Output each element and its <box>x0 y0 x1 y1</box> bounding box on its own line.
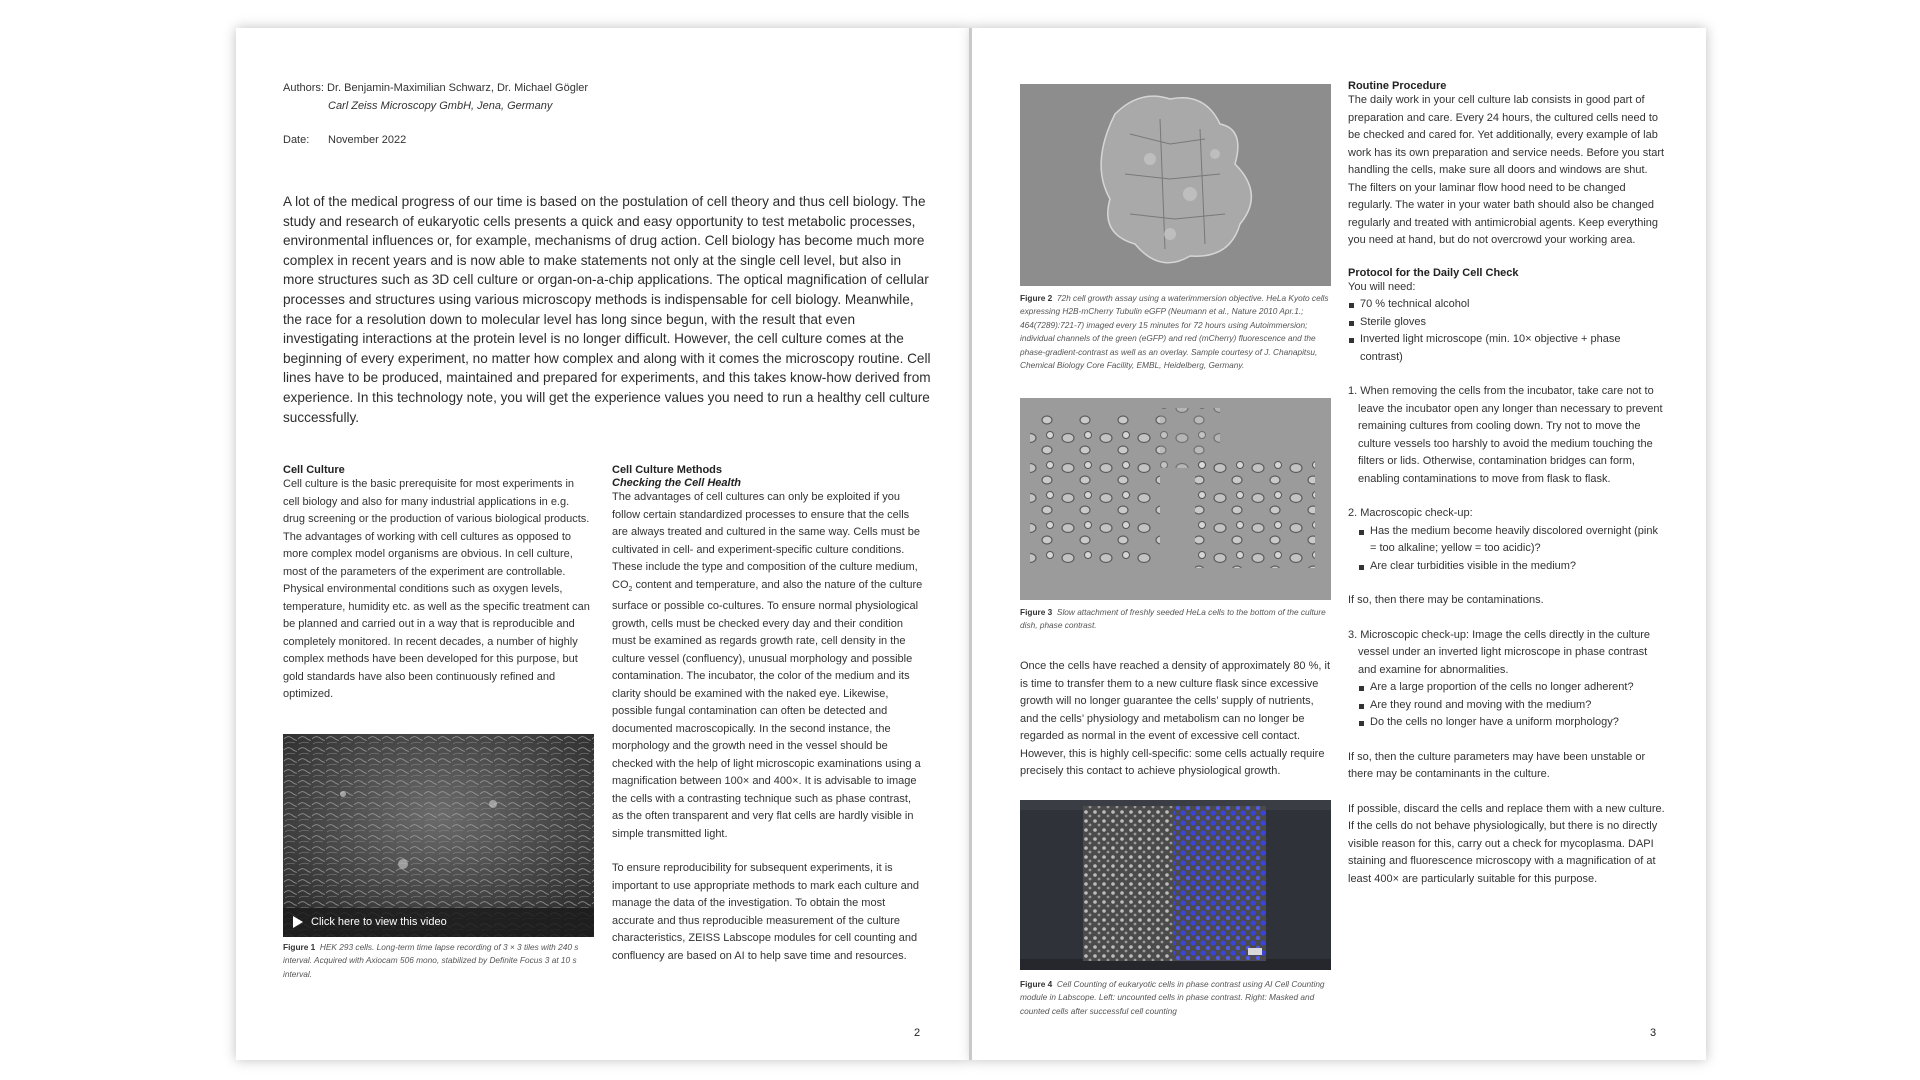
intro-paragraph: A lot of the medical progress of our time is based on the postulation of cell theory and thus cell biology. The study and research of eukaryotic cells presents a quick and easy opportunity to test metabolic processes, environmental influences or, for example, mechanisms of drug action. Cell biology has become much more complex in recent years and is now able to make statements not only at the single cell level, but also in more structures such as 3D cell culture or organ-on-a-chip applications. The optical magnification of cellular processes and structures using various microscopy methods is indispensable for cell biology. Meanwhile, the race for a resolution down to molecular level has long since begun, with the result that even investigating interactions at the protein level is no longer difficult. However, the cell culture comes at the beginning of every experiment, no matter how complex and along with it comes the microscopy routine. Cell lines have to be produced, maintained and prepared for experiments, and this takes know-how derived from experience. In this technology note, you will get the experience values you need to run a healthy cell culture successfully. <box>283 194 931 425</box>
book-spine <box>969 28 972 1060</box>
figure2-caption <box>1020 292 1332 372</box>
routine-heading: Routine Procedure <box>1348 80 1447 92</box>
step3-item: Are they round and moving with the medium? <box>1358 697 1666 715</box>
step2-item: Are clear turbidities visible in the medium? <box>1358 558 1666 576</box>
page-number-left: 2 <box>914 1027 921 1039</box>
video-link-label[interactable]: Click here to view this video <box>311 916 447 928</box>
figure3-caption-text: Slow attachment of freshly seeded HeLa cells to the bottom of the culture dish, phase contrast. <box>1020 607 1326 631</box>
figure2-image <box>1020 84 1331 286</box>
need-item: Sterile gloves <box>1348 314 1666 332</box>
step-1: 1. When removing the cells from the incubator, take care not to leave the incubator open any longer than necessary to prevent remaining cultures from cooling down. Try not to move the culture vessels too harshly to avoid the medium touching the filters or lids. Otherwise, contamination bridges can form, enabling contaminations to move from flask to flask. <box>1348 385 1663 485</box>
figure1-label: Figure 1 <box>283 942 316 952</box>
figure1-image <box>283 734 594 937</box>
figure1-video[interactable] <box>283 734 594 937</box>
figure1-caption-text: HEK 293 cells. Long-term time lapse recording of 3 × 3 tiles with 240 s interval. Acquired with Axiocam 506 mono, stabilized by Definite Focus 3 at 10 s interval. <box>283 942 579 979</box>
figure2-graphic <box>1020 84 1331 286</box>
authors-block <box>283 80 683 115</box>
step2-list <box>1348 523 1666 576</box>
figure2-label: Figure 2 <box>1020 293 1053 303</box>
methods-heading: Cell Culture Methods <box>612 464 723 476</box>
step-3: 3. Microscopic check-up: Image the cells directly in the culture vessel under an inverted light microscope in phase contrast and examine for abnormalities. <box>1348 628 1651 676</box>
need-item: 70 % technical alcohol <box>1348 296 1666 314</box>
play-icon[interactable] <box>293 916 303 928</box>
figure4-image <box>1020 800 1331 970</box>
left-page <box>236 28 970 1060</box>
methods-section <box>612 464 924 965</box>
figure2-caption-text: 72h cell growth assay using a waterimmersion objective. HeLa Kyoto cells expressing H2B-mCherry Tubulin eGFP (Neumann et al., Nature 2010 Apr.1.; 464(7289):721-7) imaged every 15 minutes for 72 hours using Autoimmersion; individual channels of the green (eGFP) and red (mCherry) fluorescence and the phase-gradient-contrast as well as an overlay. Sample courtesy of J. Chanapitsu, Chemical Biology Core Facility, EMBL, Heidelberg, Germany. <box>1020 293 1329 371</box>
need-list <box>1348 296 1666 366</box>
affiliation: Carl Zeiss Microscopy GmbH, Jena, Germany <box>328 99 553 112</box>
cell-culture-body: Cell culture is the basic prerequisite for most experiments in cell biology and also for many industrial applications in e.g. drug screening or the production of various biological products. The advantages of working with cell cultures as opposed to more complex model organisms are obvious. In cell culture, most of the parameters of the experiment are controllable. Physical environmental conditions such as oxygen levels, temperature, humidity etc. as well as the specific treatment can be planned and carried out in a way that is reproducible and completely monitored. In recent decades, a number of highly complex methods have been developed for this purpose, but gold standards have also been continuously refined and optimized. <box>283 478 590 700</box>
methods-body-1 <box>612 489 924 843</box>
step2-after: If so, then there may be contaminations. <box>1348 594 1544 606</box>
methods-body-1b: content and temperature, and also the nature of the culture surface or possible co-cultures. To ensure normal physiological growth, cells must be checked every day and their condition must be examined as regards growth rate, cell density in the culture vessel (confluency), unusual morphology and possible contamination. The incubator, the color of the medium and its clarity should be examined with the naked eye. Likewise, possible fungal contamination can often be detected and documented macroscopically. In the second instance, the morphology and the growth need in the vessel should be checked with the help of light microscopic examinations using a magnification between 100× and 400×. It is advisable to image the cells with a contrasting technique such as phase contrast, as the often transparent and very flat cells are hardly visible in simple transmitted light. <box>612 578 923 840</box>
confluence-paragraph: Once the cells have reached a density of approximately 80 %, it is time to transfer them to a new culture flask since excessive growth will no longer guarantee the cells’ supply of nutrients, and the cells’ physiology and metabolism can no longer be regarded as normal in the event of excessive cell contact. However, this is highly cell-specific: some cells actually require precisely this contact to achieve physiological growth. <box>1020 660 1331 777</box>
figure3-label: Figure 3 <box>1020 607 1053 617</box>
cell-culture-section <box>283 464 593 704</box>
authors-label: Authors: <box>283 82 324 94</box>
step-2: 2. Macroscopic check-up: <box>1348 507 1473 519</box>
right-page <box>972 28 1706 1060</box>
video-link[interactable] <box>293 916 447 928</box>
methods-body-2: To ensure reproducibility for subsequent experiments, it is important to use appropriate methods to mark each culture and manage the data of the investigation. To obtain the most accurate and thus reproducible measurement of the culture characteristics, ZEISS Labscope modules for cell counting and confluency are based on AI to help save time and resources. <box>612 862 919 962</box>
date-label: Date: <box>283 134 310 146</box>
routine-section <box>1348 80 1666 888</box>
figure4-caption <box>1020 978 1332 1018</box>
figure3-image <box>1020 398 1331 600</box>
figure4-label: Figure 4 <box>1020 979 1053 989</box>
step3-after: If so, then the culture parameters may have been unstable or there may be contaminants in the culture. <box>1348 750 1646 780</box>
date-value: November 2022 <box>328 134 407 146</box>
routine-body: The daily work in your cell culture lab consists in good part of preparation and care. Every 24 hours, the cultured cells need to be checked and cared for. Yet additionally, every example of lab work has its own preparation and service needs. Before you start handling the cells, make sure all doors and windows are shut. The filters on your laminar flow hood need to be changed regularly. The water in your water bath should also be changed regularly and treated with antimicrobial agents. Keep everything you need at hand, but do not overcrowd your working area. <box>1348 94 1665 246</box>
figure4-graphic <box>1020 800 1331 970</box>
figure1-caption <box>283 941 595 981</box>
authors-names: Dr. Benjamin-Maximilian Schwarz, Dr. Michael Gögler <box>327 82 589 94</box>
step3-item: Do the cells no longer have a uniform morphology? <box>1358 714 1666 732</box>
methods-body-1a: The advantages of cell cultures can only be exploited if you follow certain standardized processes to ensure that the cells are always treated and cultured in the same way. Cells must be cultivated in cell- and experiment-specific culture conditions. These include the type and composition of the culture medium, CO <box>612 491 920 591</box>
step3-list <box>1348 679 1666 732</box>
need-label: You will need: <box>1348 280 1416 293</box>
final-paragraph: If possible, discard the cells and replace them with a new culture. If the cells do not behave physiologically, but there is no directly visible reason for this, carry out a check for mycoplasma. DAPI staining and fluorescence microscopy with a magnification of at least 400× are particularly suitable for this purpose. <box>1348 802 1665 885</box>
step3-item: Are a large proportion of the cells no longer adherent? <box>1358 679 1666 697</box>
figure3-graphic <box>1020 398 1331 600</box>
co2-subscript: 2 <box>628 585 633 593</box>
need-item: Inverted light microscope (min. 10× objective + phase contrast) <box>1348 331 1666 366</box>
protocol-heading: Protocol for the Daily Cell Check <box>1348 266 1519 279</box>
step2-item: Has the medium become heavily discolored overnight (pink = too alkaline; yellow = too acidic)? <box>1358 523 1666 558</box>
cell-culture-heading: Cell Culture <box>283 464 345 476</box>
methods-subheading: Checking the Cell Health <box>612 477 741 489</box>
figure4-caption-text: Cell Counting of eukaryotic cells in phase contrast using AI Cell Counting module in Labscope. Left: uncounted cells in phase contrast. Right: Masked and counted cells after successful cell counting <box>1020 979 1325 1016</box>
page-number-right: 3 <box>1650 1027 1657 1039</box>
figure3-caption <box>1020 606 1332 633</box>
date-block <box>283 132 583 150</box>
